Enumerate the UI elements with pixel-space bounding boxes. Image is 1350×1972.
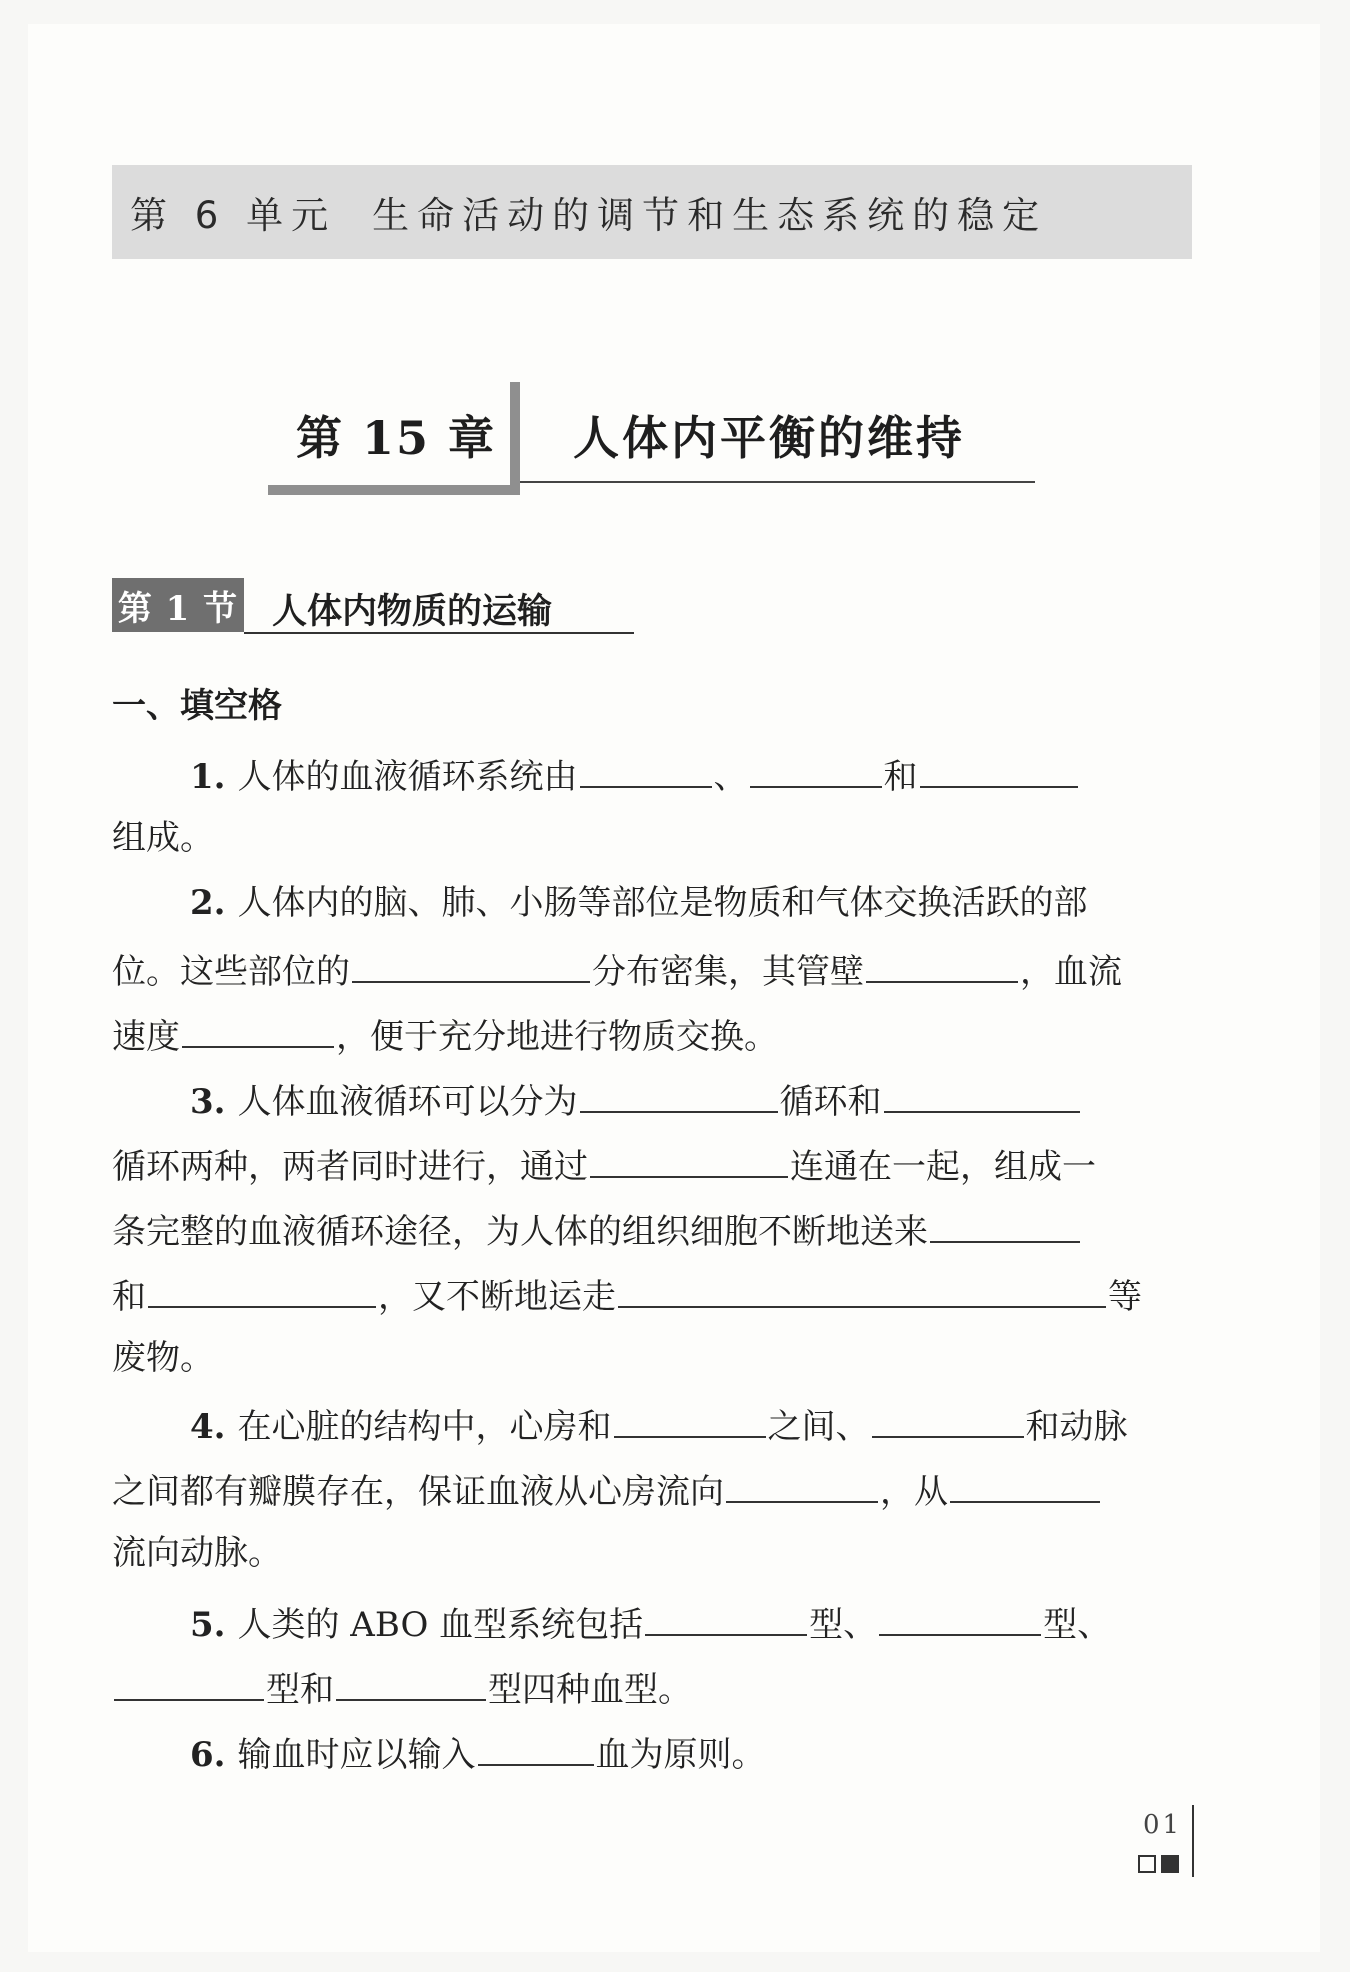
- page-number: 01: [1143, 1810, 1183, 1840]
- answer-blank[interactable]: [884, 1073, 1080, 1113]
- answer-blank[interactable]: [950, 1463, 1100, 1503]
- answer-blank[interactable]: [182, 1008, 334, 1048]
- answer-blank[interactable]: [590, 1138, 788, 1178]
- section-heading: [112, 578, 634, 634]
- answer-blank[interactable]: [580, 1073, 778, 1113]
- question-1-line-2: 组成。: [112, 818, 214, 858]
- question-3-line-2: 循环两种，两者同时进行，通过 连通在一起，组成一: [112, 1138, 1192, 1188]
- answer-blank[interactable]: [148, 1268, 376, 1308]
- unit-title: 生命活动的调节和生态系统的稳定: [372, 194, 1048, 237]
- section-label: 第 1 节: [112, 578, 244, 632]
- question-number: 6.: [190, 1735, 226, 1775]
- question-5-line-1: 5. 人类的 ABO 血型系统包括 型、 型、: [112, 1596, 1192, 1646]
- answer-blank[interactable]: [750, 748, 882, 788]
- question-number: 1.: [190, 757, 226, 797]
- question-4-line-2: 之间都有瓣膜存在，保证血液从心房流向 ，从: [112, 1463, 1192, 1513]
- question-4-line-3: 流向动脉。: [112, 1533, 282, 1573]
- chapter-title: 人体内平衡的维持: [573, 411, 965, 465]
- answer-blank[interactable]: [580, 748, 712, 788]
- answer-blank[interactable]: [872, 1398, 1024, 1438]
- answer-blank[interactable]: [726, 1463, 878, 1503]
- question-5-line-2: 型和 型四种血型。: [112, 1661, 1192, 1711]
- answer-blank[interactable]: [866, 943, 1018, 983]
- chapter-underbar: [268, 485, 520, 495]
- question-2-line-2: 位。这些部位的 分布密集，其管壁 ，血流: [112, 943, 1192, 993]
- footer-rule: [1192, 1805, 1194, 1877]
- question-6-line-1: 6. 输血时应以输入 血为原则。: [112, 1726, 1192, 1776]
- question-2-line-3: 速度 ，便于充分地进行物质交换。: [112, 1008, 1192, 1058]
- part-heading: 一、填空格: [112, 686, 282, 726]
- answer-blank[interactable]: [614, 1398, 766, 1438]
- question-number: 4.: [190, 1407, 226, 1447]
- question-4-line-1: 4. 在心脏的结构中，心房和 之间、 和动脉: [112, 1398, 1192, 1448]
- answer-blank[interactable]: [879, 1596, 1041, 1636]
- answer-blank[interactable]: [618, 1268, 1106, 1308]
- question-2-line-1: 2. 人体内的脑、肺、小肠等部位是物质和气体交换活跃的部: [190, 883, 1088, 923]
- unit-heading: [130, 185, 1047, 239]
- section-title: 人体内物质的运输: [272, 591, 553, 632]
- chapter-label: 第 15 章: [296, 411, 497, 465]
- unit-label: 第 6 单元: [130, 194, 337, 237]
- question-number: 3.: [190, 1082, 226, 1122]
- answer-blank[interactable]: [645, 1596, 807, 1636]
- answer-blank[interactable]: [336, 1661, 486, 1701]
- unit-banner: [112, 165, 1192, 259]
- question-3-line-5: 废物。: [112, 1338, 214, 1378]
- question-3-line-4: 和 ，又不断地运走 等: [112, 1268, 1192, 1318]
- answer-blank[interactable]: [352, 943, 590, 983]
- question-3-line-3: 条完整的血液循环途径，为人体的组织细胞不断地送来: [112, 1203, 1192, 1253]
- question-number: 5.: [190, 1605, 226, 1645]
- answer-blank[interactable]: [930, 1203, 1080, 1243]
- section-underline: [244, 632, 634, 634]
- answer-blank[interactable]: [114, 1661, 264, 1701]
- question-1-line-1: 1. 人体的血液循环系统由 、 和: [112, 748, 1192, 798]
- question-number: 2.: [190, 883, 226, 923]
- chapter-heading: [268, 380, 1038, 500]
- empty-square-icon: [1138, 1855, 1156, 1873]
- question-3-line-1: 3. 人体血液循环可以分为 循环和: [112, 1073, 1192, 1123]
- filled-square-icon: [1161, 1855, 1179, 1873]
- chapter-underline: [520, 481, 1035, 483]
- answer-blank[interactable]: [920, 748, 1078, 788]
- answer-blank[interactable]: [478, 1726, 594, 1766]
- chapter-divider: [510, 382, 520, 492]
